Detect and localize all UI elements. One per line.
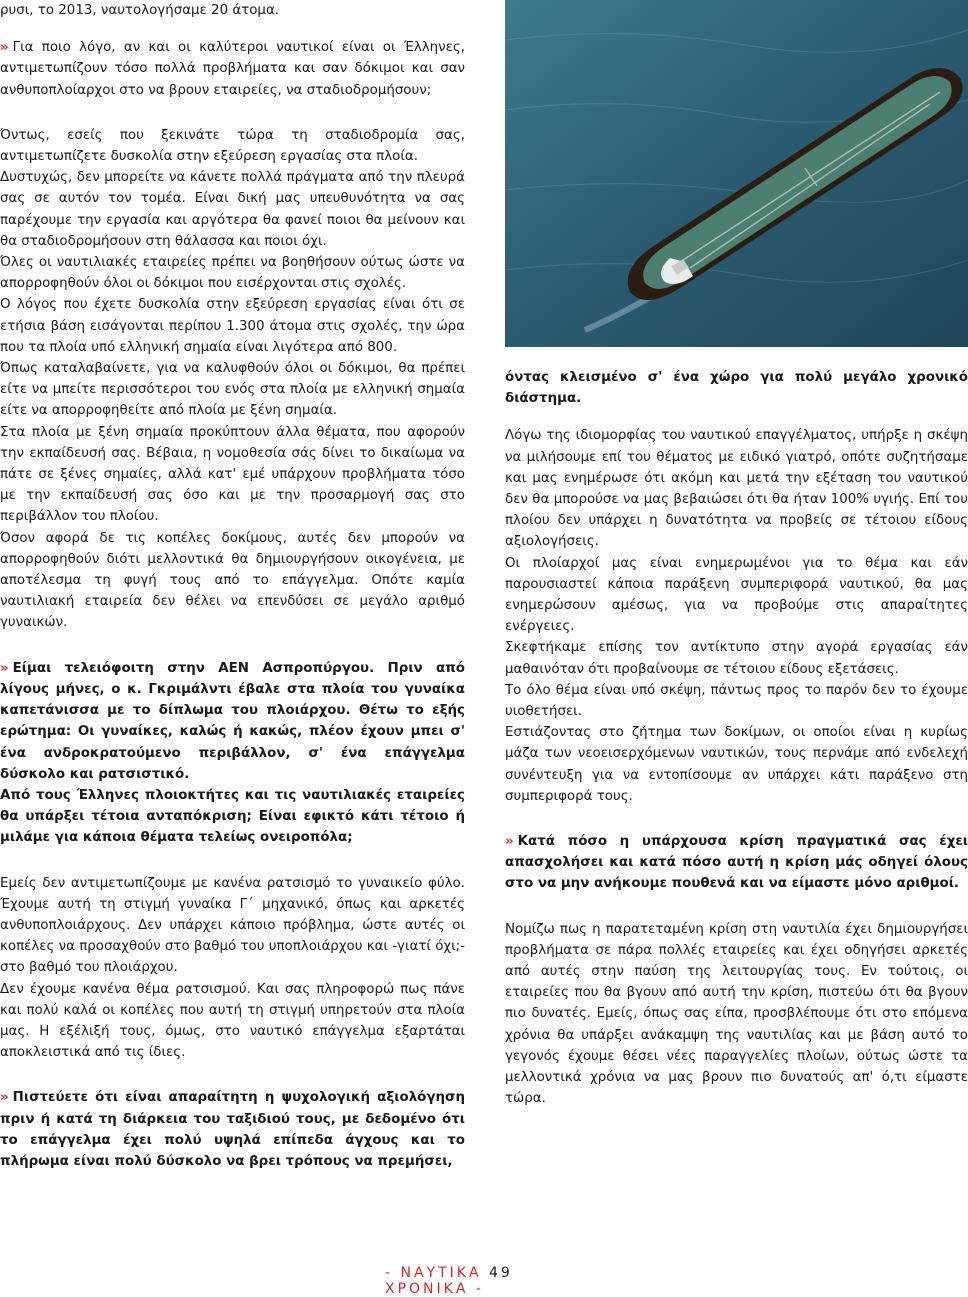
answer-1-p6: Στα πλοία με ξένη σημαία προκύπτουν άλλα θέματα, που αφορούν την εκπαίδευσή σας. Βέβαια, η νομοθεσία σάς δίνει το δικαίωμα να πάτε σε ξένες σημαίες, αλλά κατ' εμέ υπάρχουν προβλήματα τόσο με την εκπαίδευσή σας όσο και με την προσαρμογή σας στο περιβάλλον του πλοίου. — [0, 424, 465, 525]
footer-right: ΧΡΟΝΙΚΑ - — [385, 1281, 484, 1297]
question-2-text: Είμαι τελειόφοιτη στην ΑΕΝ Ασπροπύργου. Πριν από λίγους μήνες, ο κ. Γκριμάλντι έβαλε στα πλοία του γυναίκα καπετάνισσα με το δίπλωμα του πλοιάρχου. Θέτω το εξής ερώτημα: Οι γυναίκες, καλώς ή κακώς, πλέον έχουν μπει σ' ένα ανδροκρατούμενο περιβάλλον, σ' ένα επάγγελμα δύσκολο και ρατσιστικό. — [0, 660, 465, 782]
right-column — [505, 367, 968, 1110]
question-4 — [505, 831, 968, 895]
tanker-illustration — [505, 0, 968, 347]
page-number: 49 — [489, 1265, 513, 1281]
quote-marker: » — [0, 40, 9, 56]
intro-line: ρυσι, το 2013, ναυτολογήσαμε 20 άτομα. — [0, 3, 280, 18]
answer-3-p5: Εστιάζοντας στο ζήτημα των δοκίμων, οι οποίοι είναι η κυρίως μάζα των νεοεισερχόμενων ναυτικών, τους περνάμε από ενδελεχή συνέντευξη για να εντοπίσουμε αν υπάρχει κάτι παράξενο στη συμπεριφορά τους. — [505, 725, 968, 804]
question-3 — [0, 1087, 465, 1172]
question-3-continuation: όντας κλεισμένο σ' ένα χώρο για πολύ μεγάλο χρονικό διάστημα. — [505, 370, 968, 407]
footer-left: - ΝΑΥΤΙΚΑ — [385, 1265, 482, 1281]
quote-marker: » — [0, 660, 9, 676]
answer-1-p3: Όλες οι ναυτιλιακές εταιρείες πρέπει να βοηθήσουν ούτως ώστε να απορροφηθούν όλοι οι δόκιμοι που εισέρχονται στις σχολές. — [0, 255, 465, 292]
question-1-text: Για ποιο λόγο, αν και οι καλύτεροι ναυτικοί είναι οι Έλληνες, αντιμετωπίζουν τόσο πολλά προβλήματα και σαν δόκιμοι και σαν ανθυποπλοίαρχοι στο να βρουν εταιρείες, να σταδιοδρομήσουν; — [0, 40, 465, 98]
answer-4: Νομίζω πως η παρατεταμένη κρίση στη ναυτιλία έχει δημιουργήσει προβλήματα σε πάρα πολλές εταιρείες και έχει οδηγήσει αρκετές από αυτές στην παύση της λειτουργίας τους. Εν τούτοις, οι εταιρείες που θα βγουν από αυτή την κρίση, πιστεύω ότι θα βγουν πιο δυνατές. Εμείς, όπως σας είπα, προσβλέπουμε ότι στο επόμενα χρόνια θα υπάρξει ανάκαμψη της ναυτιλίας και με βάση αυτό το γεγονός έχουμε θέσει νέες παραγγελίες πλοίων, ούτως ώστε τα μελλοντικά χρόνια να μας βρουν πιο δυνατούς απ' ό,τι είμαστε τώρα. — [505, 921, 968, 1107]
quote-marker: » — [505, 834, 514, 850]
answer-1-p4: Ο λόγος που έχετε δυσκολία στην εξεύρεση εργασίας είναι ότι σε ετήσια βάση εισάγονται περίπου 1.300 άτομα στις σχολές, την ώρα που τα πλοία υπό ελληνική σημαία είναι λιγότερα από 800. — [0, 297, 465, 355]
answer-1-p5: Όπως καταλαβαίνετε, για να καλυφθούν όλοι οι δόκιμοι, θα πρέπει είτε να μπείτε περισσότεροι του ενός στα πλοία με ελληνική σημαία είτε να απορροφηθείτε από πλοία με ξένη σημαία. — [0, 361, 465, 419]
quote-marker: » — [0, 1090, 9, 1106]
answer-2-p2: Δεν έχουμε κανένα θέμα ρατσισμού. Και σας πληροφορώ πως πάνε και πολύ καλά οι κοπέλες που αυτή τη στιγμή υπηρετούν στα πλοία μας. Η εξέλιξή τους, όμως, στο ναυτικό επάγγελμα εξαρτάται αποκλειστικά από τις ίδιες. — [0, 981, 465, 1061]
question-1 — [0, 37, 465, 101]
question-4-text: Κατά πόσο η υπάρχουσα κρίση πραγματικά σας έχει απασχολήσει και κατά πόσο αυτή η κρίση μάς οδηγεί όλους στο να μην ανήκουμε πουθενά και να είμαστε μόνο αριθμοί. — [505, 834, 968, 892]
answer-1-p7: Όσον αφορά δε τις κοπέλες δοκίμους, αυτές δεν μπορούν να απορροφηθούν διότι μελλοντικά θα δημιουργήσουν οικογένεια, με αποτέλεσμα τη φυγή τους από το επάγγελμα. Οπότε καμία ναυτιλιακή εταιρεία δεν θέλει να επενδύσει σε μεγάλο αριθμό γυναικών. — [0, 530, 465, 631]
answer-1-p1: Όντως, εσείς που ξεκινάτε τώρα τη σταδιοδρομία σας, αντιμετωπίζετε δυσκολία στην εξεύρεση εργασίας στα πλοία. — [0, 127, 465, 165]
answer-1-p2: Δυστυχώς, δεν μπορείτε να κάνετε πολλά πράγματα από την πλευρά σας σε αυτόν τον τομέα. Είναι δική μας υπευθυνότητα να σας παρέχουμε την εργασία και αργότερα θα φανεί ποιοι θα μείνουν και θα σταδιοδρομήσουν στη θάλασσα και ποιοι όχι. — [0, 170, 465, 249]
page-footer — [385, 1265, 585, 1297]
question-2-cont: Από τους Έλληνες πλοιοκτήτες και τις ναυτιλιακές εταιρείες θα υπάρξει τέτοια ανταπόκριση; Είναι εφικτό κάτι τέτοιο ή μιλάμε για κάποια θέματα τελείως ονειροπόλα; — [0, 787, 465, 846]
answer-3-p3: Σκεφτήκαμε επίσης τον αντίκτυπο στην αγορά εργασίας εάν μαθαινόταν ότι προβαίνουμε σε τέτοιου είδους εξετάσεις. — [505, 640, 968, 677]
answer-3-p1: Λόγω της ιδιομορφίας του ναυτικού επαγγέλματος, υπήρξε η σκέψη να μιλήσουμε επί του θέματος με ειδικό γιατρό, οπότε συζητήσαμε και μας ενημέρωσε ότι ακόμη και μετά την εξέταση του ναυτικού δεν θα μπορούσε να μας βεβαιώσει ότι θα ήταν 100% υγιής. Επί του πλοίου δεν υπάρχει η δυνατότητα να προβείς σε τέτοιου είδους αξιολογήσεις. — [505, 428, 968, 550]
question-3-text: Πιστεύετε ότι είναι απαραίτητη η ψυχολογική αξιολόγηση πριν ή κατά τη διάρκεια του ταξιδιού τους, με δεδομένο ότι το επάγγελμα έχει πολύ υψηλά επίπεδα άγχους και το πλήρωμα είναι πολύ δύσκολο να βρει τρόπους να πρεμήσει, — [0, 1090, 465, 1169]
question-2 — [0, 658, 465, 785]
left-column — [0, 0, 465, 1172]
answer-2-p1: Εμείς δεν αντιμετωπίζουμε με κανένα ρατσισμό το γυναικείο φύλο. Έχουμε αυτή τη στιγμή γυναίκα Γ΄ μηχανικό, όπως και αρκετές ανθυποπλοιάρχους. Δεν υπάρχει κάποιο πρόβλημα, ώστε αυτές οι κοπέλες να προσαχθούν στο βαθμό του υποπλοιάρχου και -γιατί όχι;- στο βαθμό του πλοιάρχου. — [0, 875, 465, 976]
tanker-photo — [505, 0, 968, 347]
answer-3-p2: Οι πλοίαρχοί μας είναι ενημερωμένοι για το θέμα και εάν παρουσιαστεί κάποια παράξενη συμπεριφορά ναυτικού, θα μας ενημερώσουν αμέσως, για να προβούμε στις απαραίτητες ενέργειες. — [505, 555, 968, 635]
answer-3-p4: Το όλο θέμα είναι υπό σκέψη, πάντως προς το παρόν δεν το έχουμε υιοθετήσει. — [505, 682, 968, 720]
